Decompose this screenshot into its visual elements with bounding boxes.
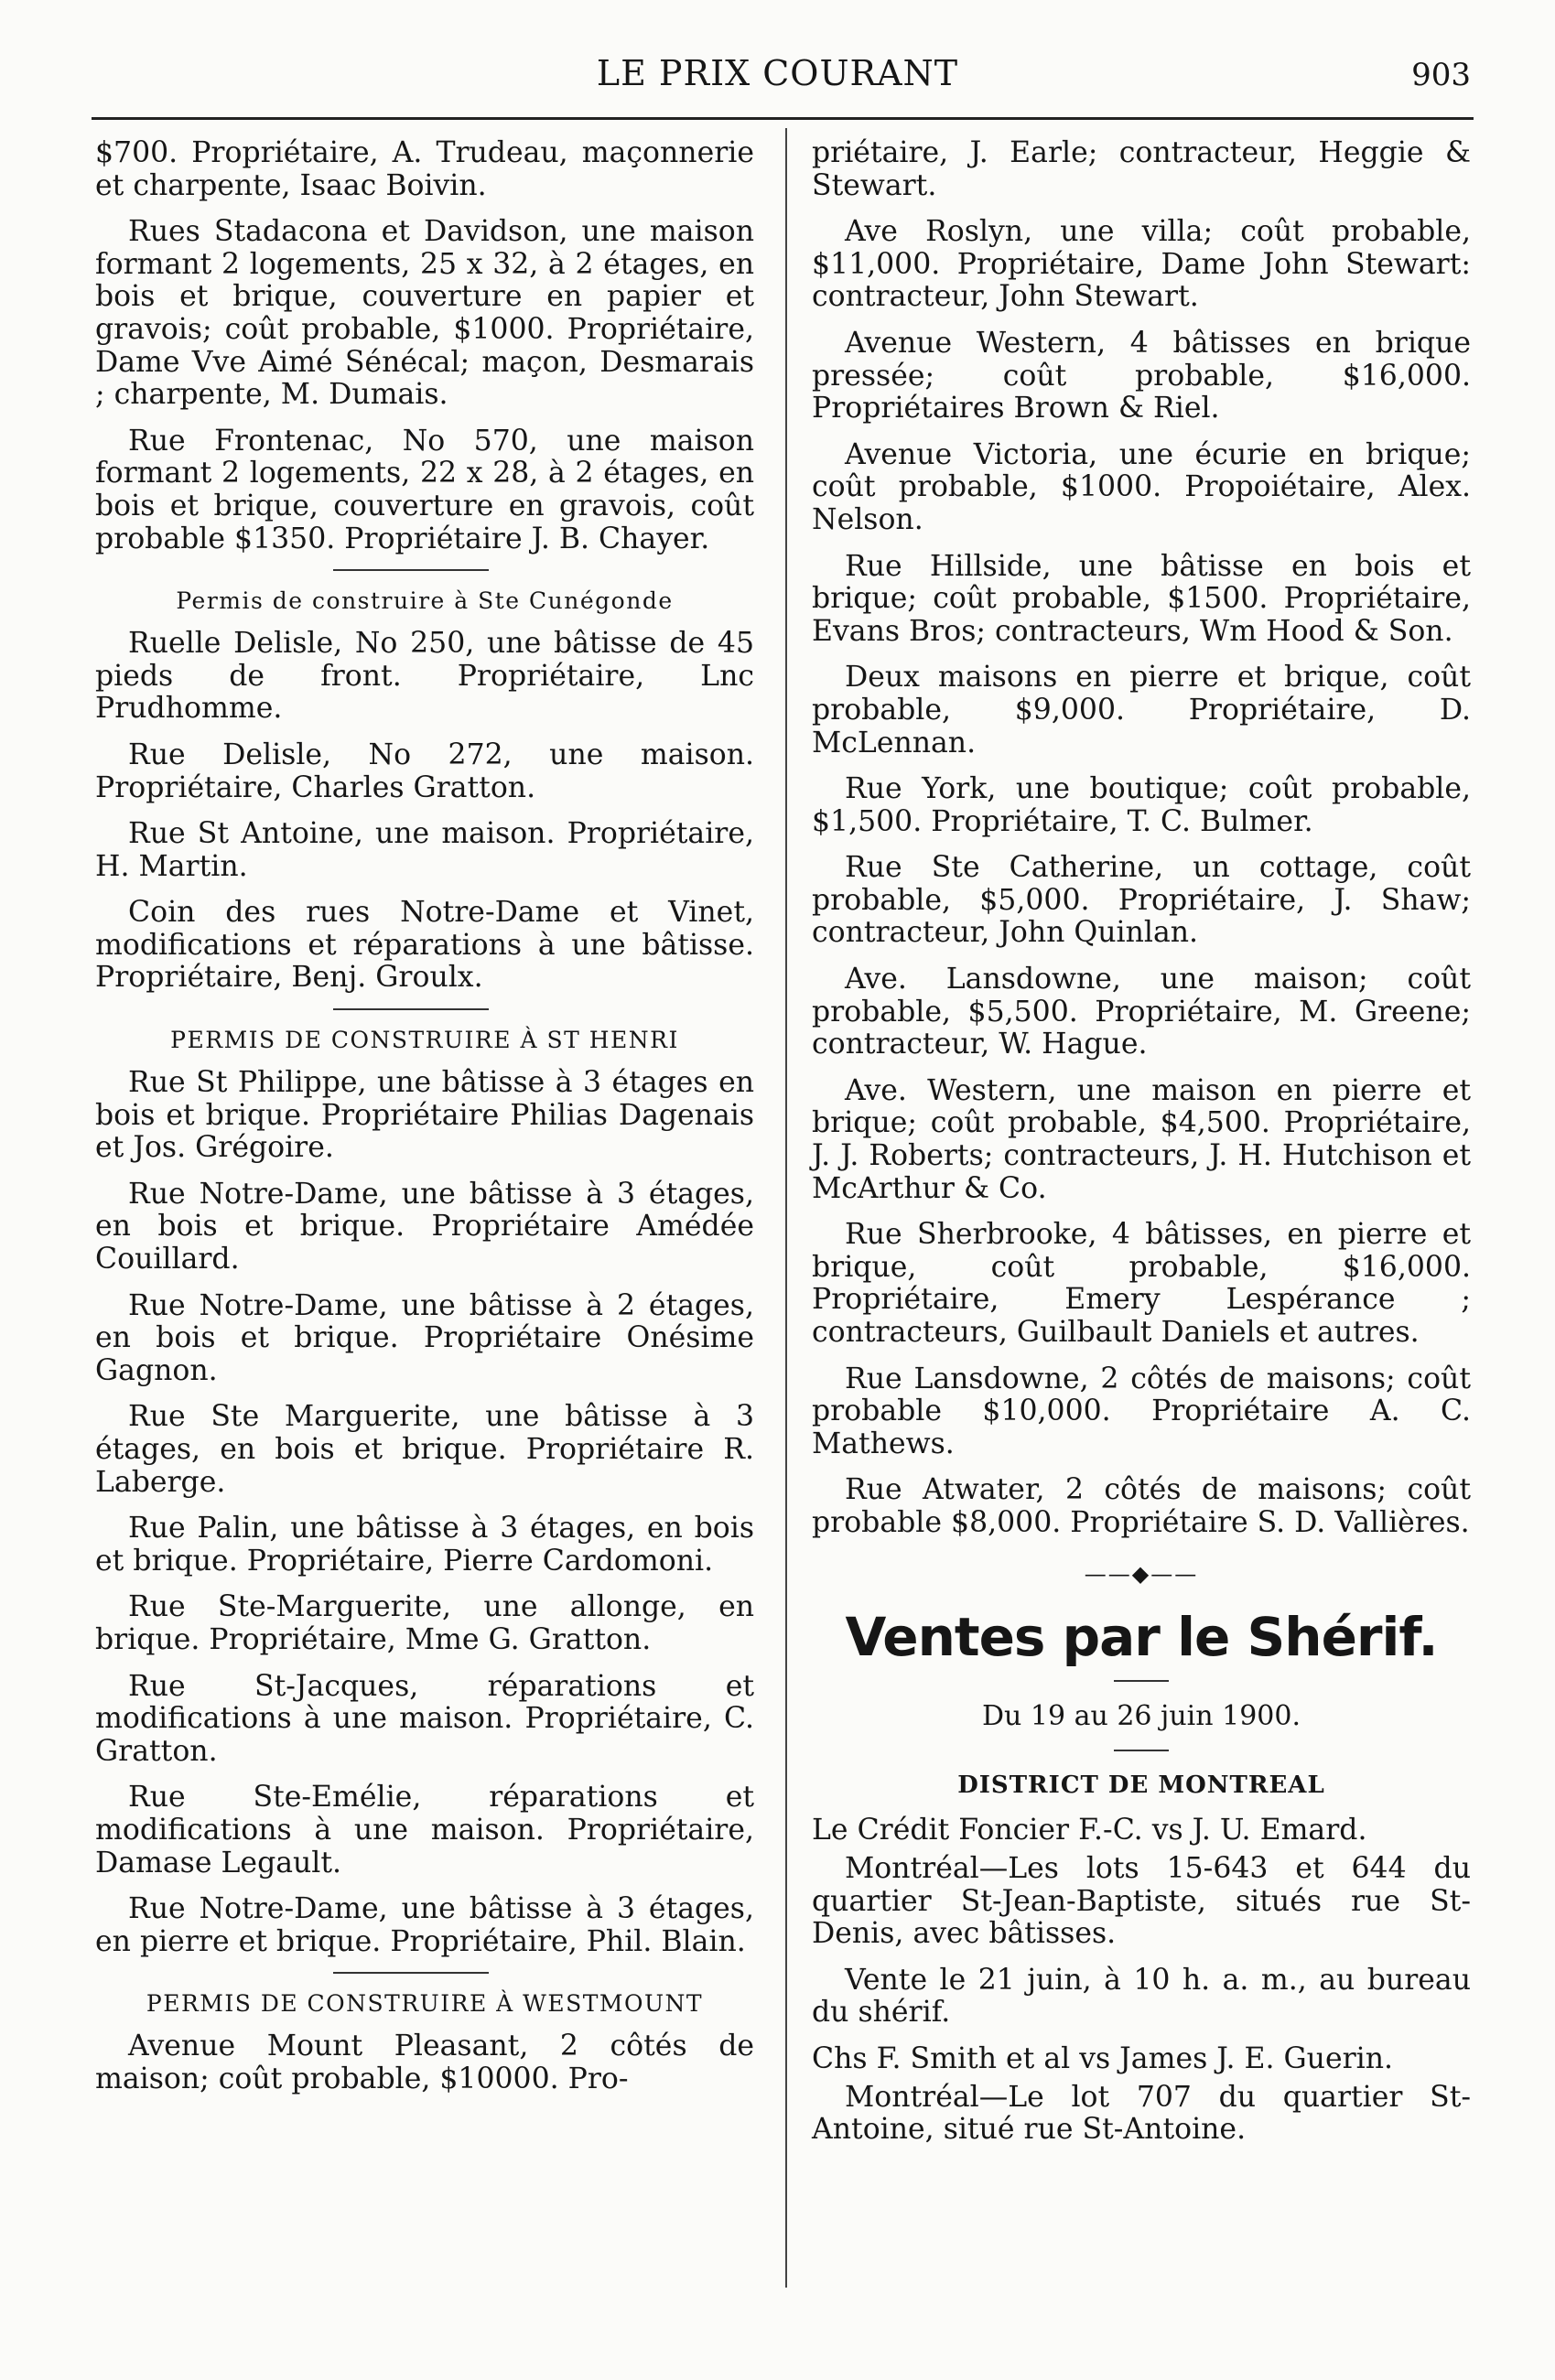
sheriff-dates: Du 19 au 26 juin 1900. [981,1700,1301,1733]
permit-entry: Rue Hillside, une bâtisse en bois et brique; coût probable, $1500. Propriétaire, Evans Bros; contracteurs, Wm Hood & Son. [812,549,1471,648]
case-detail: Montréal—Les lots 15-643 et 644 du quartier St-Jean-Baptiste, situés rue St-Denis, avec bâtisses. [812,1851,1471,1951]
permit-entry: Ave. Lansdowne, une maison; coût probable, $5,500. Propriétaire, M. Greene; contracteur, W. Hague. [812,963,1471,1061]
header-rule [92,117,1474,120]
permit-entry: Deux maisons en pierre et brique, coût probable, $9,000. Propriétaire, D. McLennan. [812,661,1471,759]
permit-entry: Rue St Antoine, une maison. Propriétaire, H. Martin. [95,817,754,883]
left-column [95,137,754,2110]
page-header-title: LE PRIX COURANT [596,53,959,93]
permit-entry: Ruelle Delisle, No 250, une bâtisse de 45 pieds de front. Propriétaire, Lnc Prudhomme. [95,627,754,726]
section-heading: PERMIS DE CONSTRUIRE À WESTMOUNT [146,1990,704,2018]
permit-entry: Rue Ste-Emélie, réparations et modifications à une maison. Propriétaire, Damase Legault. [95,1781,754,1879]
permit-entry: Rue York, une boutique; coût probable, $1,500. Propriétaire, T. C. Bulmer. [812,772,1471,838]
permit-entry: Rue St Philippe, une bâtisse à 3 étages en bois et brique. Propriétaire Philias Dagenais et Jos. Grégoire. [95,1066,754,1165]
permit-entry: Rue Ste Marguerite, une bâtisse à 3 étages, en bois et brique. Propriétaire R. Laberge. [95,1400,754,1499]
case-detail: Montréal—Le lot 707 du quartier St-Antoine, situé rue St-Antoine. [812,2080,1471,2147]
running-head [0,53,1555,99]
page-number: 903 [1411,57,1471,93]
section-rule [333,1972,489,1974]
section-rule [333,1008,489,1010]
permit-entry: Rue Ste-Marguerite, une allonge, en brique. Propriétaire, Mme G. Gratton. [95,1590,754,1656]
permit-entry: Rue Palin, une bâtisse à 3 étages, en bois et brique. Propriétaire, Pierre Cardomoni. [95,1512,754,1578]
permit-entry: Rue Notre-Dame, une bâtisse à 3 étages, en pierre et brique. Propriétaire, Phil. Blain. [95,1892,754,1958]
section-ornament: ——◆—— [1084,1560,1199,1587]
date-rule [1114,1750,1169,1751]
sheriff-cases [812,1815,1471,2146]
permit-entry: Avenue Mount Pleasant, 2 côtés de maison; coût probable, $10000. Pro- [95,2030,754,2095]
permit-entry: Rue St-Jacques, réparations et modifications à une maison. Propriétaire, C. Gratton. [95,1669,754,1768]
permit-entry: Rue Atwater, 2 côtés de maisons; coût probable $8,000. Propriétaire S. D. Vallières. [812,1473,1471,1539]
section-heading: PERMIS DE CONSTRUIRE À ST HENRI [170,1027,679,1054]
title-rule [1114,1680,1169,1682]
permit-entry: Rue Lansdowne, 2 côtés de maisons; coût probable $10,000. Propriétaire A. C. Mathews. [812,1362,1471,1460]
case-heading: Le Crédit Foncier F.-C. vs J. U. Emard. [812,1814,1367,1847]
continued-paragraph: priétaire, J. Earle; contracteur, Heggie & Stewart. [812,136,1471,202]
right-column [812,137,1471,2160]
permit-entry: Rue Frontenac, No 570, une maison formant 2 logements, 22 x 28, à 2 étages, en bois et brique, couverture en gravois, coût probable $1350. Propriétaire J. B. Chayer. [95,424,754,555]
permit-entry: Rue Delisle, No 272, une maison. Propriétaire, Charles Gratton. [95,738,754,804]
case-heading: Chs F. Smith et al vs James J. E. Guerin. [812,2041,1394,2075]
permit-entry: Rue Ste Catherine, un cottage, coût probable, $5,000. Propriétaire, J. Shaw; contracteur, John Quinlan. [812,851,1471,950]
permit-entry: Rue Notre-Dame, une bâtisse à 2 étages, en bois et brique. Propriétaire Onésime Gagnon. [95,1288,754,1387]
district-heading: DISTRICT DE MONTREAL [957,1771,1325,1799]
permit-entry: Ave Roslyn, une villa; coût probable, $11,000. Propriétaire, Dame John Stewart: contracteur, John Stewart. [812,215,1471,314]
sheriff-title: Ventes par le Shérif. [845,1606,1438,1669]
permit-entry: Avenue Western, 4 bâtisses en brique pressée; coût probable, $16,000. Propriétaires Brown & Riel. [812,326,1471,425]
continued-paragraph: $700. Propriétaire, A. Trudeau, maçonnerie et charpente, Isaac Boivin. [95,136,754,202]
right-column-permits [812,137,1471,1540]
permit-entry: Avenue Victoria, une écurie en brique; coût probable, $1000. Propoiétaire, Alex. Nelson. [812,437,1471,536]
column-divider [785,128,787,2288]
permit-entry: Rue Sherbrooke, 4 bâtisses, en pierre et brique, coût probable, $16,000. Propriétaire, Emery Lespérance ; contracteurs, Guilbault Daniels et autres. [812,1218,1471,1349]
case-detail: Vente le 21 juin, à 10 h. a. m., au bureau du shérif. [812,1963,1471,2030]
permit-entry: Ave. Western, une maison en pierre et brique; coût probable, $4,500. Propriétaire, J. J. Roberts; contracteurs, J. H. Hutchison et McArthur & Co. [812,1073,1471,1205]
permit-entry: Rues Stadacona et Davidson, une maison formant 2 logements, 25 x 32, à 2 étages, en bois et brique, couverture en papier et gravois; coût probable, $1000. Propriétaire, Dame Vve Aimé Sénécal; maçon, Desmarais ; charpente, M. Dumais. [95,215,754,412]
permit-entry: Rue Notre-Dame, une bâtisse à 3 étages, en bois et brique. Propriétaire Amédée Couillard. [95,1177,754,1276]
section-rule [333,569,489,571]
section-heading: Permis de construire à Ste Cunégonde [176,587,674,615]
permit-entry: Coin des rues Notre-Dame et Vinet, modifications et réparations à une bâtisse. Propriétaire, Benj. Groulx. [95,896,754,995]
